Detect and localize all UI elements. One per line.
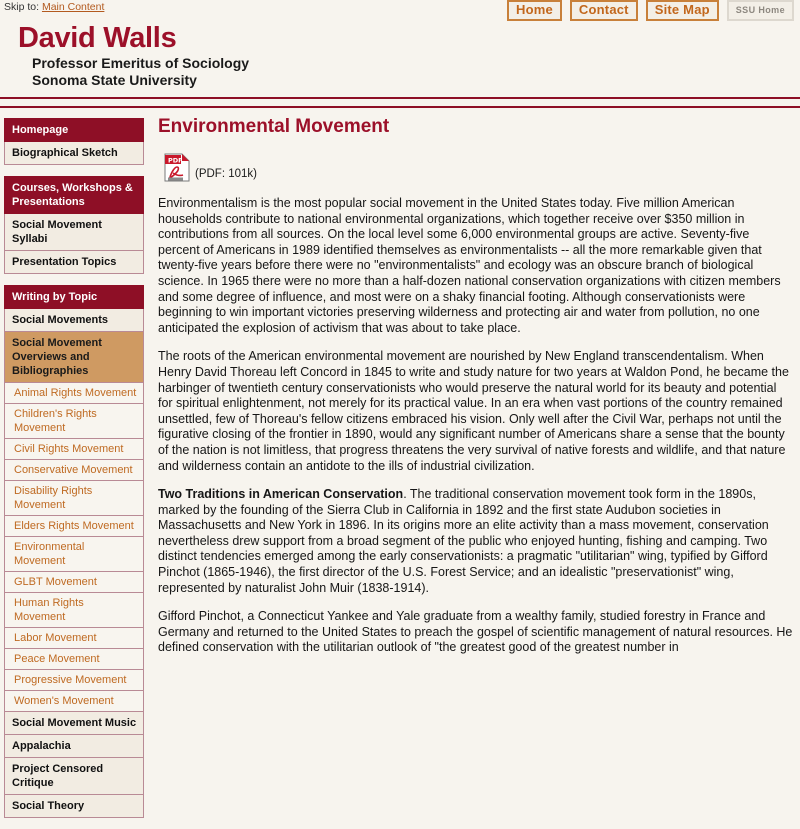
nav-contact-button[interactable]: Contact <box>570 0 638 21</box>
sidebar-group-courses-workshops-presentations <box>4 176 144 274</box>
page-body <box>0 108 800 829</box>
page-title: Environmental Movement <box>158 116 390 137</box>
sidebar-item-social-movement-overviews-and-bibliographies[interactable]: Social Movement Overviews and Bibliographies <box>4 332 144 383</box>
sidebar-item-social-theory[interactable]: Social Theory <box>4 795 144 818</box>
skip-to-label: Skip to: <box>4 1 40 13</box>
site-subtitle-role: Professor Emeritus of Sociology <box>32 55 250 71</box>
sidebar-item-progressive-movement[interactable]: Progressive Movement <box>4 670 144 691</box>
sidebar-item-environmental-movement[interactable]: Environmental Movement <box>4 537 144 572</box>
paragraph-2-text: The roots of the American environmental movement are nourished by New England transcendentalism. When Henry David Thoreau left Concord in 1845 to write and study nature for two years at Waldon Pond, he became the harbinger of twentieth century conservationists who would preserve the natural world for its beauty and potential for spiritual enlightenment, not merely for its practical value. In an era when vast portions of the country remained unsettled, few of Thoreau's fellow citizens embraced his vision. Only well after the Civil War, perhaps not until the figurative closing of the frontier in 1890, would any significant number of Americans share a sense that the bounty of the nation is not limitless, that progress threatens the very survival of native forests and wildlife, and that nature and wilderness contain an antidote to the ills of industrial civilization. <box>158 349 789 473</box>
sidebar-item-elders-rights-movement[interactable]: Elders Rights Movement <box>4 516 144 537</box>
sidebar-item-conservative-movement[interactable]: Conservative Movement <box>4 460 144 481</box>
sidebar-group-writing-by-topic <box>4 285 144 818</box>
sidebar-item-social-movements[interactable]: Social Movements <box>4 309 144 332</box>
paragraph-2 <box>158 349 794 474</box>
pdf-size-label: (PDF: 101k) <box>195 168 257 180</box>
pdf-icon[interactable] <box>164 153 190 182</box>
pdf-download-link[interactable] <box>164 152 794 182</box>
site-subtitle-institution: Sonoma State University <box>32 72 197 88</box>
sidebar-item-labor-movement[interactable]: Labor Movement <box>4 628 144 649</box>
sidebar-item-women-s-movement[interactable]: Women's Movement <box>4 691 144 712</box>
paragraph-4 <box>158 609 794 656</box>
sidebar-item-glbt-movement[interactable]: GLBT Movement <box>4 572 144 593</box>
sidebar-item-children-s-rights-movement[interactable]: Children's Rights Movement <box>4 404 144 439</box>
paragraph-1-text: Environmentalism is the most popular social movement in the United States today. Five million American households contribute to national environmental organizations, which together receive over $350 million in contributions from all sources. On the local level some 6,000 environmental groups are active. Seventy-five percent of Americans in 1989 identified themselves as environmentalists -- all the more remarkable given that twenty-five years before there were no "environmentalists" and ecology was an obscure branch of biological science. In 1965 there were no more than a half-dozen national conservation organizations with citizen members and some degree of influence, and most were on a shaky financial footing. Although conservationists were beginning to win important victories preserving wilderness and protecting air and water from pollution, no one anticipated the explosion of activism that was about to take place. <box>158 196 781 335</box>
site-title: David Walls <box>18 22 177 54</box>
header-divider <box>0 97 800 108</box>
nav-sitemap-button[interactable]: Site Map <box>646 0 719 21</box>
paragraph-1 <box>158 196 794 336</box>
article-body <box>158 196 794 656</box>
sidebar-item-social-movement-syllabi[interactable]: Social Movement Syllabi <box>4 214 144 251</box>
top-navigation <box>507 0 794 21</box>
sidebar-heading-writing-by-topic[interactable]: Writing by Topic <box>4 285 144 309</box>
sidebar <box>0 108 144 829</box>
sidebar-item-peace-movement[interactable]: Peace Movement <box>4 649 144 670</box>
paragraph-3 <box>158 487 794 596</box>
sidebar-item-civil-rights-movement[interactable]: Civil Rights Movement <box>4 439 144 460</box>
paragraph-4-text: Gifford Pinchot, a Connecticut Yankee and Yale graduate from a wealthy family, studied forestry in France and Germany and returned to the United States to preach the gospel of scientific management of natural resources. He defined conservation with the utilitarian outlook of "the greatest good of the greatest number in <box>158 609 793 655</box>
sidebar-item-disability-rights-movement[interactable]: Disability Rights Movement <box>4 481 144 516</box>
svg-text:PDF: PDF <box>168 156 183 165</box>
paragraph-3-text: . The traditional conservation movement took form in the 1890s, marked by the founding of the Sierra Club in California in 1892 and the first state Audubon societies in Massachusetts and New York in 1896. In its origins more an elite activity than a mass movement, conservation nevertheless drew support from a broad segment of the public who enjoyed hunting, fishing and camping. Two distinct tendencies emerged among the early conservationists: a pragmatic "utilitarian" wing, typified by Gifford Pinchot (1865-1946), the first director of the U.S. Forest Service; and an idealistic "preservationist" wing, represented by naturalist John Muir (1838-1914). <box>158 487 769 595</box>
sidebar-item-appalachia[interactable]: Appalachia <box>4 735 144 758</box>
masthead <box>0 22 800 95</box>
sidebar-item-presentation-topics[interactable]: Presentation Topics <box>4 251 144 274</box>
sidebar-item-biographical-sketch[interactable]: Biographical Sketch <box>4 142 144 165</box>
sidebar-heading-homepage[interactable]: Homepage <box>4 118 144 142</box>
top-bar <box>0 0 800 22</box>
skip-to-content <box>4 1 104 13</box>
ssu-home-button[interactable]: SSU Home <box>727 0 794 21</box>
paragraph-3-lead: Two Traditions in American Conservation <box>158 487 404 502</box>
sidebar-group-homepage <box>4 118 144 165</box>
sidebar-heading-courses-workshops-presentations[interactable]: Courses, Workshops & Presentations <box>4 176 144 214</box>
sidebar-item-project-censored-critique[interactable]: Project Censored Critique <box>4 758 144 795</box>
sidebar-item-social-movement-music[interactable]: Social Movement Music <box>4 712 144 735</box>
skip-to-main-content-link[interactable]: Main Content <box>41 1 105 13</box>
main-content <box>144 108 800 669</box>
sidebar-item-human-rights-movement[interactable]: Human Rights Movement <box>4 593 144 628</box>
nav-home-button[interactable]: Home <box>507 0 562 21</box>
sidebar-item-animal-rights-movement[interactable]: Animal Rights Movement <box>4 383 144 404</box>
